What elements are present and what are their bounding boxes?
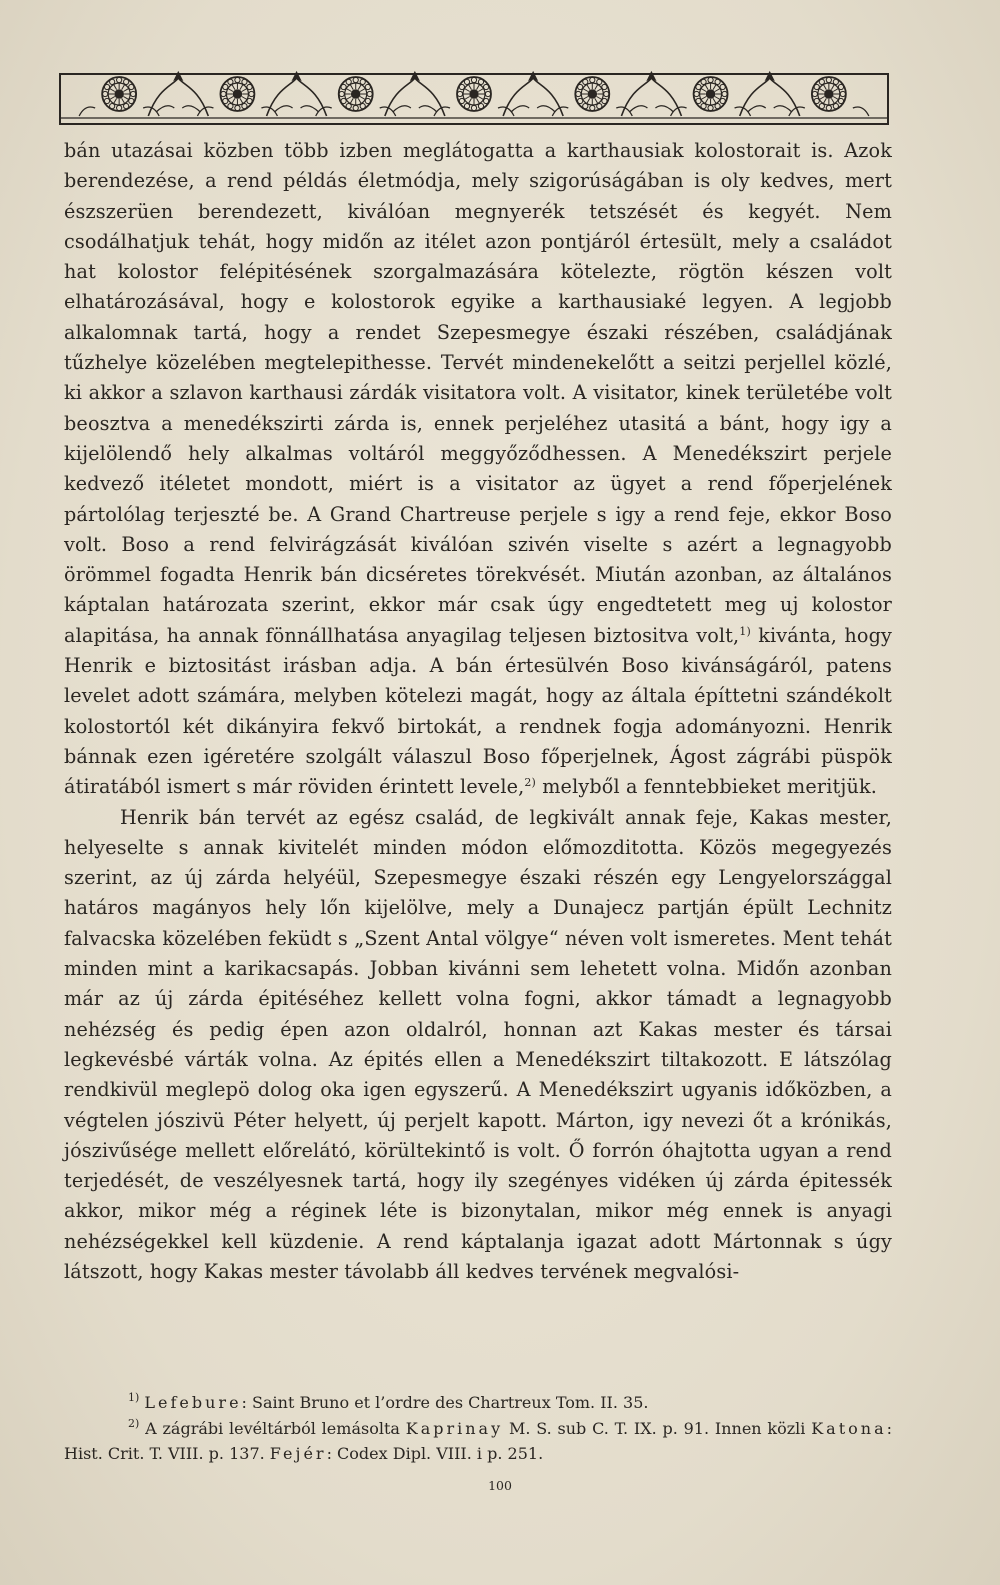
floral-header-ornament	[58, 68, 890, 128]
paragraph-1-text-b: kivánta, hogy Henrik e biztositást irásban adja. A bán értesülvén Boso kivánságáról, patens levelet adott számára, melyben kötelezi magát, hogy az általa építtetni szándékolt kolostortól két dikányira fekvő birtokát, a rendnek fogja adományozni. Henrik bánnak ezen igéretére szolgált válaszul Boso főperjelnek, Ágost zágrábi püspök átiratából ismert s már röviden érintett levele,	[64, 623, 892, 799]
footnote-2-text-b: M. S. sub C. T. IX. p. 91. Innen közli	[503, 1418, 812, 1438]
footnote-1-author: Lefebure	[144, 1393, 242, 1412]
footnote-1-text: : Saint Bruno et l’ordre des Chartreux Tom. II. 35.	[241, 1393, 649, 1412]
footnote-2-name-3: Fejér	[269, 1444, 327, 1463]
footnote-2-text-d: : Codex Dipl. VIII. i p. 251.	[326, 1444, 544, 1463]
footnote-1-marker: 1)	[128, 1391, 140, 1404]
paragraph-1-text-c: melyből a fenntebbieket meritjük.	[535, 775, 877, 799]
paragraph-1	[64, 136, 892, 803]
footnote-2-marker: 2)	[128, 1416, 140, 1430]
footnote-2-name-1: Kaprinay	[405, 1418, 504, 1438]
footnote-2	[64, 1416, 892, 1467]
footnote-ref-1: 1)	[739, 624, 751, 638]
footnote-2-text-c: : Hist. Crit. T. VIII. p. 137.	[64, 1418, 893, 1463]
footnote-1	[64, 1390, 892, 1416]
paragraph-1-text-a: bán utazásai közben több izben meglátogatta a karthausiak kolostorait is. Azok berendezése, a rend példás életmódja, mely szigorúságában is oly kedves, mert észszerüen berendezett, kiválóan megnyerék tetszését és kegyét. Nem csodálhatjuk tehát, hogy midőn az itélet azon pontjáról értesült, mely a családot hat kolostor felépitésének szorgalmazására kötelezte, rögtön készen volt elhatározásával, hogy e kolostorok egyike a karthausiaké legyen. A legjobb alkalomnak tartá, hogy a rendet Szepesmegye északi részében, családjának tűzhelye közelében megtelepithesse. Tervét mindenekelőtt a seitzi perjellel közlé, ki akkor a szlavon karthausi zárdák visitatora volt. A visitator, kinek területébe volt beosztva a menedékszirti zárda is, ennek perjeléhez utasitá a bánt, hogy igy a kijelölendő hely alkalmas voltáról meggyőződhessen. A Menedékszirt perjele kedvező itéletet mondott, miért is a visitator az ügyet a rend főperjelének pártolólag terjeszté be. A Grand Chartreuse perjele s igy a rend feje, ekkor Boso volt. Boso a rend felvirágzását kiválóan szivén viselte s azért a legnagyobb örömmel fogadta Henrik bán dicséretes törekvését. Miután azonban, az általános káptalan határozata szerint, ekkor már csak úgy engedtetett meg uj kolostor alapitása, ha annak fönnállhatása anyagilag teljesen biztositva volt,	[64, 139, 892, 647]
footnote-2-name-2: Katona	[811, 1418, 887, 1438]
page-number: 100	[488, 1478, 512, 1493]
footnotes	[64, 1390, 892, 1467]
paragraph-2: Henrik bán tervét az egész család, de legkivált annak feje, Kakas mester, helyeselte s annak kivitelét minden módon előmozditotta. Közös megegyezés szerint, az új zárda helyéül, Szepesmegye északi részén egy Lengyelországgal határos magányos hely lőn kijelölve, mely a Dunajecz partján épült Lechnitz falvacska közelében feküdt s „Szent Antal völgye“ néven volt ismeretes. Ment tehát minden mint a karikacsapás. Jobban kivánni sem lehetett volna. Midőn azonban már az új zárda épitéséhez kellett volna fogni, akkor támadt a legnagyobb nehézség és pedig épen azon oldalról, honnan azt Kakas mester és társai legkevésbé várták volna. Az épités ellen a Menedékszirt tiltakozott. E látszólag rendkivül meglepö dolog oka igen egyszerű. A Menedékszirt ugyanis időközben, a végtelen jószivü Péter helyett, új perjelt kapott. Márton, igy nevezi őt a krónikás, jószivűsége mellett előrelátó, körültekintő is volt. Ő forrón óhajtotta ugyan a rend terjedését, de veszélyesnek tartá, hogy ily szegényes vidéken új zárda épitessék akkor, mikor még a réginek léte is bizonytalan, mikor még ennek is anyagi nehézségekkel kell küzdenie. A rend káptalanja igazat adott Mártonnak s úgy látszott, hogy Kakas mester távolabb áll kedves tervének megvalósi-	[64, 805, 892, 1283]
footnote-ref-2: 2)	[524, 776, 536, 790]
main-text	[64, 136, 892, 1287]
footnote-2-text-a: A zágrábi levéltárból lemásolta	[139, 1418, 406, 1438]
